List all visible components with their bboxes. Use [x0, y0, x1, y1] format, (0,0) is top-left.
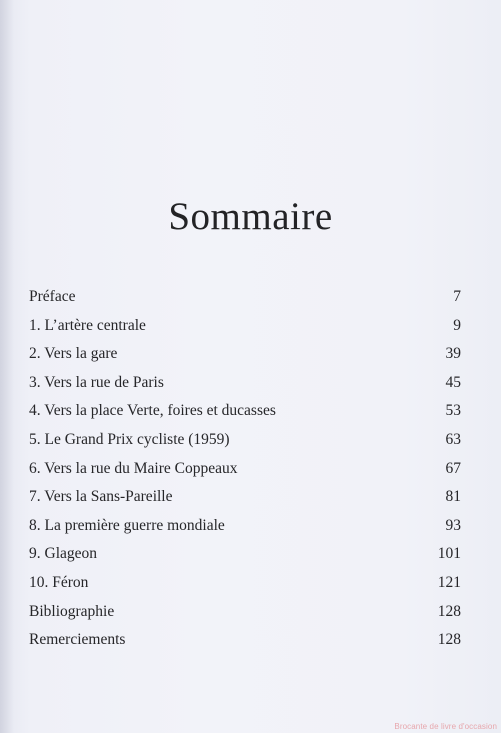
toc-entry-page-number: 45	[445, 373, 461, 391]
toc-entry-chapter-2	[29, 345, 461, 374]
toc-entry-page-number: 9	[453, 316, 461, 334]
toc-entry-page-number: 39	[445, 345, 461, 363]
toc-entry-label: 1. L’artère centrale	[29, 316, 146, 334]
toc-entry-label: 9. Glageon	[29, 545, 98, 563]
toc-entry-page-number: 93	[445, 516, 461, 534]
toc-entry-acknowledgements	[29, 631, 461, 660]
toc-entry-label: 7. Vers la Sans-Pareille	[29, 488, 173, 506]
toc-entry-chapter-7	[29, 488, 461, 517]
toc-entry-label: Remerciements	[29, 631, 126, 649]
toc-entry-page-number: 128	[437, 631, 461, 649]
toc-entry-page-number: 7	[453, 288, 461, 305]
toc-entry-label: Bibliographie	[29, 602, 115, 620]
table-of-contents	[29, 288, 461, 660]
toc-entry-chapter-1	[29, 317, 461, 346]
toc-entry-page-number: 101	[437, 545, 461, 563]
toc-entry-chapter-9	[29, 545, 461, 574]
toc-entry-bibliography	[29, 603, 461, 632]
watermark: Brocante de livre d'occasion	[394, 722, 497, 731]
page-title: Sommaire	[168, 195, 333, 238]
toc-entry-chapter-4	[29, 402, 461, 431]
toc-entry-page-number: 63	[445, 430, 461, 448]
toc-entry-label: 3. Vers la rue de Paris	[29, 373, 164, 391]
page-gutter-shadow	[0, 0, 14, 733]
toc-entry-label: 6. Vers la rue du Maire Coppeaux	[29, 459, 238, 477]
toc-entry-chapter-3	[29, 374, 461, 403]
toc-entry-page-number: 121	[437, 573, 461, 591]
toc-entry-label: 4. Vers la place Verte, foires et ducasses	[29, 402, 276, 420]
toc-entry-label: 2. Vers la gare	[29, 345, 118, 363]
toc-entry-label: 8. La première guerre mondiale	[29, 516, 225, 534]
toc-entry-page-number: 67	[445, 459, 461, 477]
toc-entry-chapter-5	[29, 431, 461, 460]
toc-entry-page-number: 81	[445, 488, 461, 506]
toc-entry-label: 5. Le Grand Prix cycliste (1959)	[29, 430, 230, 448]
toc-entry-page-number: 128	[437, 602, 461, 620]
toc-entry-page-number: 53	[445, 402, 461, 420]
toc-entry-preface	[29, 288, 461, 317]
toc-entry-label: 10. Féron	[29, 573, 89, 591]
toc-entry-label: Préface	[29, 288, 76, 305]
toc-entry-chapter-6	[29, 460, 461, 489]
toc-entry-chapter-8	[29, 517, 461, 546]
toc-entry-chapter-10	[29, 574, 461, 603]
